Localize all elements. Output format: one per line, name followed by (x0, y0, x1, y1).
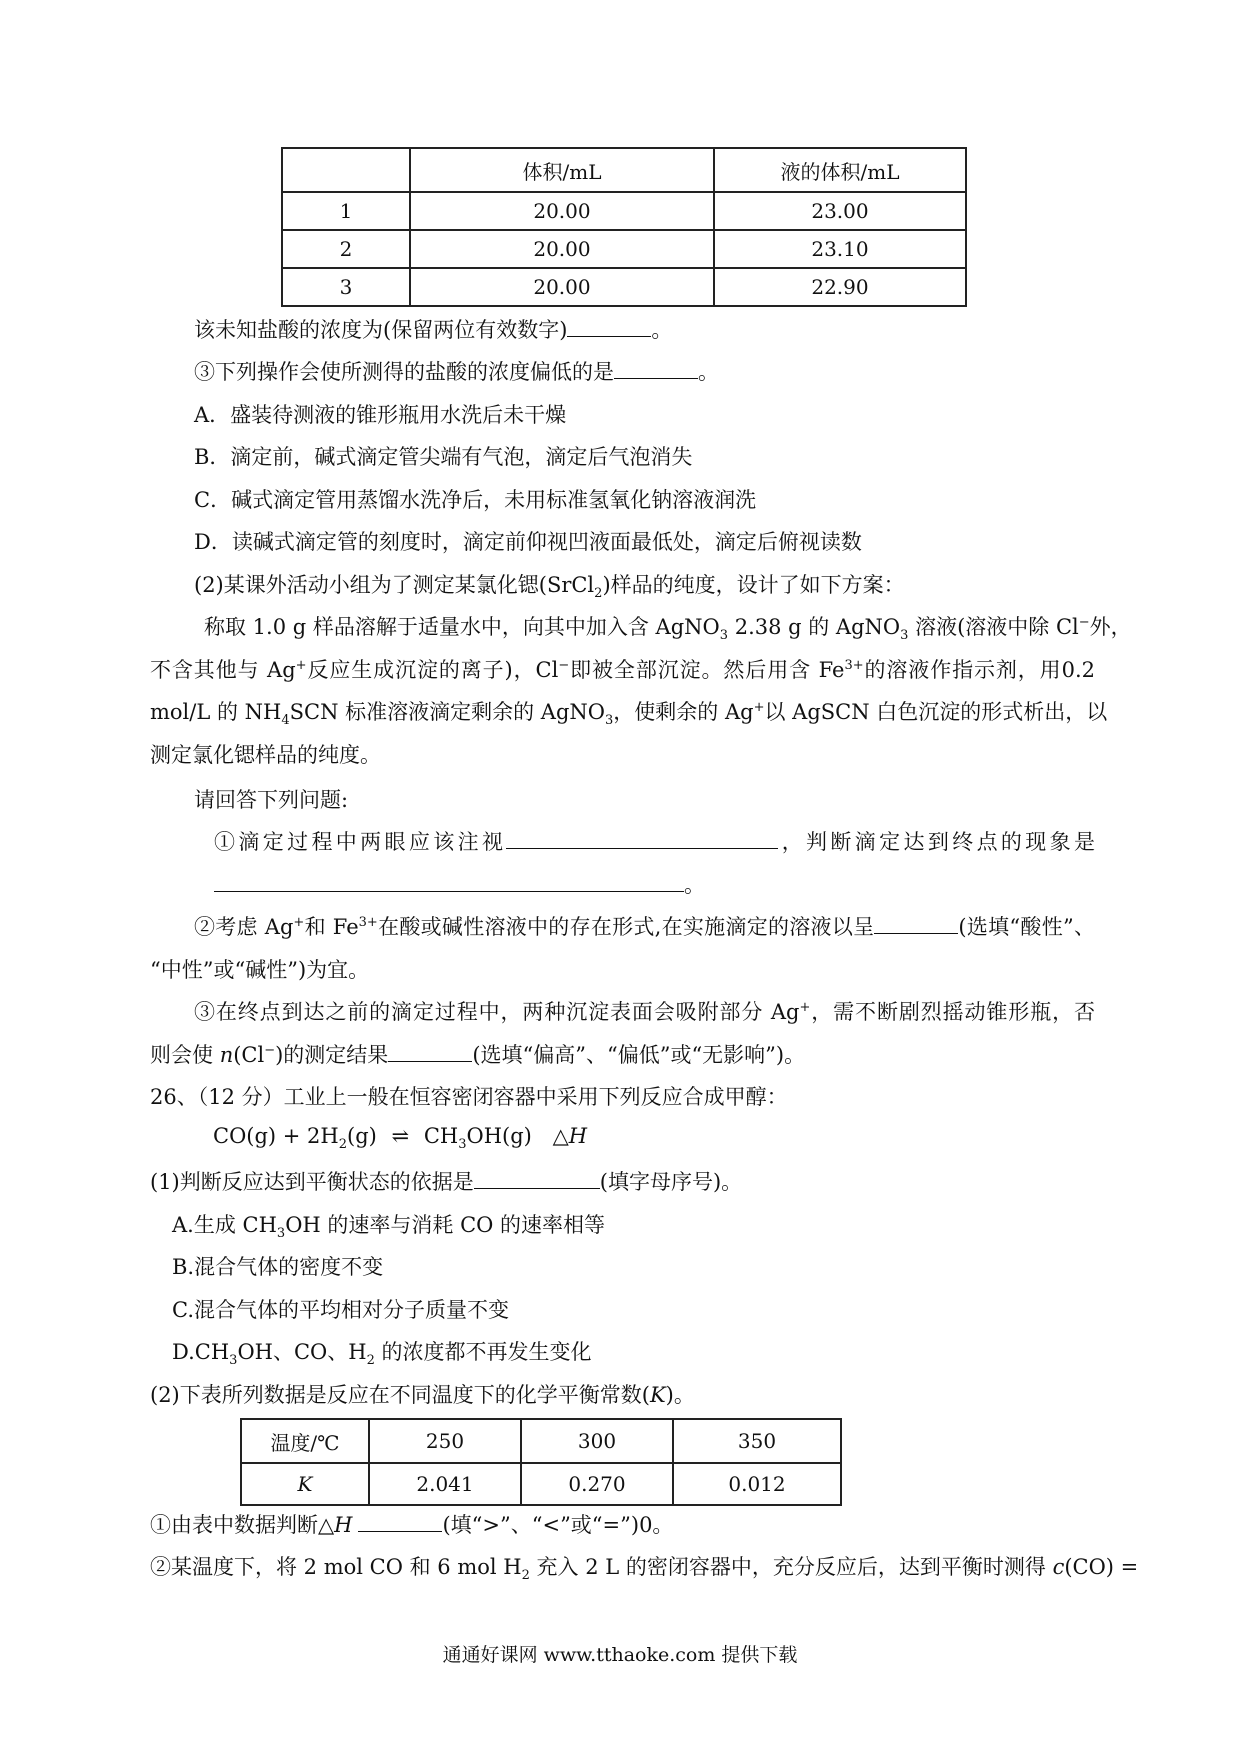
table-cell: 350 (673, 1419, 841, 1463)
table-cell: 20.00 (410, 230, 714, 268)
table-cell: 0.012 (673, 1463, 841, 1505)
table-cell: 23.10 (714, 230, 966, 268)
option-b: B．滴定前，碱式滴定管尖端有气泡，滴定后气泡消失 (194, 445, 693, 469)
sub-question-1-cont: 。 (214, 869, 705, 899)
table-cell: 0.270 (521, 1463, 673, 1505)
table-header-cell: 液的体积/mL (714, 148, 966, 192)
concentration-question: 该未知盐酸的浓度为(保留两位有效数字) 。 (194, 318, 673, 342)
equilibrium-arrow-icon: ⇌ (391, 1124, 410, 1148)
judgement-1: ①由表中数据判断△H (填“>”、“<”或“=”)0。 (150, 1513, 674, 1537)
table-cell: 2 (282, 230, 410, 268)
sub-question-2-cont: “中性”或“碱性”)为宜。 (150, 958, 370, 982)
table-cell: 250 (369, 1419, 521, 1463)
q26-option-d: $D.CH_3OH$、CO、$H_2$ 的浓度都不再发生变化 (172, 1340, 592, 1369)
table-cell: 20.00 (410, 268, 714, 306)
question-3: ③下列操作会使所测得的盐酸的浓度偏低的是 。 (194, 360, 719, 384)
q26-option-c: C.混合气体的平均相对分子质量不变 (172, 1298, 509, 1322)
table-row (241, 1419, 841, 1463)
page-footer: 通通好课网 www.tthaoke.com 提供下载 (442, 1644, 798, 1666)
q26-part-1: (1)判断反应达到平衡状态的依据是 (填字母序号)。 (150, 1170, 743, 1194)
table-cell: 1 (282, 192, 410, 230)
reaction-equation: $CO(g) + 2H_2(g)$ ⇌ $CH_3OH(g)$ △H (213, 1124, 588, 1153)
table-header-cell: 体积/mL (410, 148, 714, 192)
equilibrium-constant-table (240, 1418, 842, 1506)
titration-table (281, 147, 967, 307)
q26-part-2: (2)下表所列数据是反应在不同温度下的化学平衡常数(K)。 (150, 1383, 695, 1407)
paragraph-line: 不含其他与 Ag+反应生成沉淀的离子)，Cl−即被全部沉淀。然后用含 $Fe^{3+}$的溶液作指示剂，用0.2 (150, 658, 1095, 682)
table-cell: 2.041 (369, 1463, 521, 1505)
sub-question-3-cont: 则会使 n(Cl−)的测定结果 (选填“偏高”、“偏低”或“无影响”)。 (150, 1043, 806, 1067)
part-2-intro: (2)某课外活动小组为了测定某氯化锶(SrCl$_2$)样品的纯度，设计了如下方案： (194, 573, 905, 602)
table-header-cell (282, 148, 410, 192)
sub-question-3: ③在终点到达之前的滴定过程中，两种沉淀表面会吸附部分 Ag+，需不断剧烈摇动锥形瓶，否 (194, 1000, 1095, 1024)
option-d: D．读碱式滴定管的刻度时，滴定前仰视凹液面最低处，滴定后俯视读数 (194, 530, 862, 554)
table-row (241, 1463, 841, 1505)
q26-option-a: A.生成 $CH_3OH$ 的速率与消耗 CO 的速率相等 (172, 1213, 606, 1242)
table-row (282, 192, 966, 230)
option-c: C．碱式滴定管用蒸馏水洗净后，未用标准氢氧化钠溶液润洗 (194, 488, 757, 512)
table-row (282, 230, 966, 268)
question-26-heading: 26、（12 分）工业上一般在恒容密闭容器中采用下列反应合成甲醇： (150, 1085, 788, 1109)
q26-option-b: B.混合气体的密度不变 (172, 1255, 384, 1279)
paragraph-line: 测定氯化锶样品的纯度。 (150, 743, 381, 767)
table-row (282, 268, 966, 306)
paragraph-line: mol/L 的 $NH_4SCN$ 标准溶液滴定剩余的 AgNO$_3$，使剩余的 Ag+以 AgSCN 白色沉淀的形式析出，以 (150, 700, 1108, 729)
table-cell: 22.90 (714, 268, 966, 306)
paragraph-line: 称取 1.0 g 样品溶解于适量水中，向其中加入含 AgNO$_3$ 2.38 g 的 AgNO$_3$ 溶液(溶液中除 Cl−外， (204, 615, 1132, 644)
sub-question-1: ①滴定过程中两眼应该注视 ，判断滴定达到终点的现象是 (214, 830, 1096, 854)
judgement-2: ②某温度下，将 2 mol CO 和 6 mol $H_2$ 充入 2 L 的密闭容器中，充分反应后，达到平衡时测得 c(CO) = (150, 1555, 1139, 1584)
table-cell: 20.00 (410, 192, 714, 230)
table-header-cell: K (241, 1463, 369, 1505)
ask-line: 请回答下列问题: (194, 788, 349, 812)
option-a: A．盛装待测液的锥形瓶用水洗后未干燥 (194, 403, 567, 427)
table-header-cell: 温度/℃ (241, 1419, 369, 1463)
table-cell: 23.00 (714, 192, 966, 230)
table-cell: 3 (282, 268, 410, 306)
table-cell: 300 (521, 1419, 673, 1463)
sub-question-2: ②考虑 Ag+和 $Fe^{3+}$在酸或碱性溶液中的存在形式,在实施滴定的溶液以呈 (选填“酸性”、 (194, 915, 1095, 939)
